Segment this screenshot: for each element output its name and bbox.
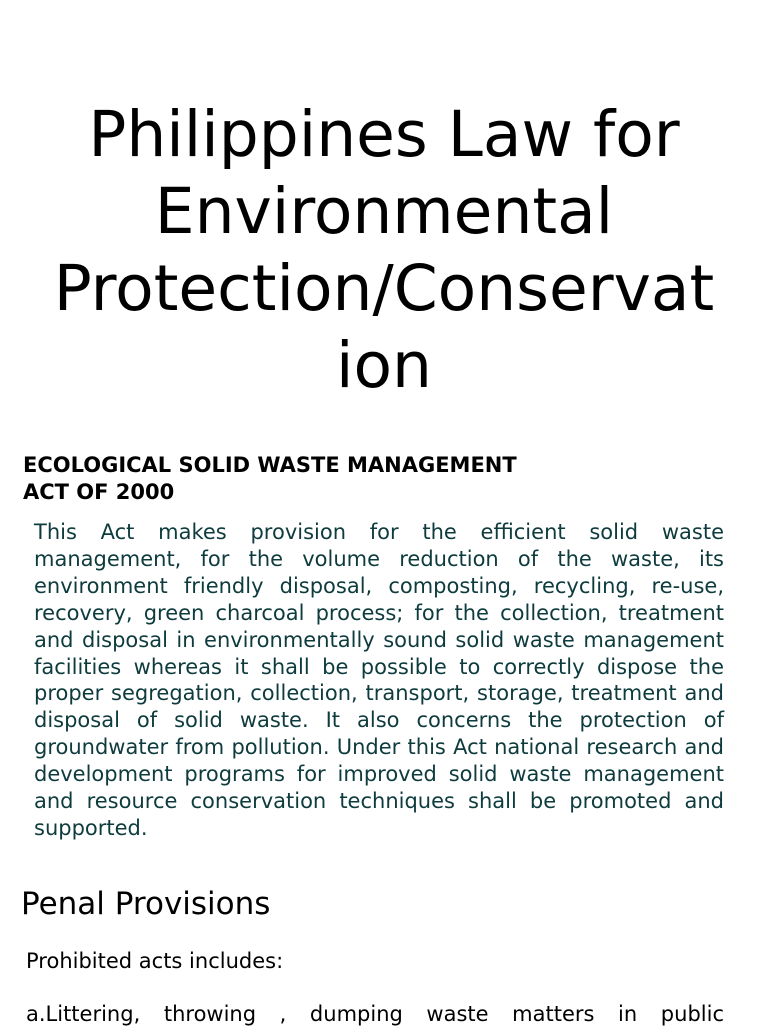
act-description: This Act makes provision for the efficient solid waste management, for the volume reduction of the waste, its environment friendly disposal, composting, recycling, re-use, recovery, green charcoal process; for the collection, treatment and disposal in environmentally sound solid waste management facilities whereas it shall be possible to correctly dispose the proper segregation, collection, transport, storage, treatment and disposal of solid waste. It also concerns the protection of groundwater from pollution. Under this Act national research and development programs for improved solid waste management and resource conservation techniques shall be promoted and supported. xyxy=(34,520,724,840)
act-heading xyxy=(23,452,583,506)
act-heading-line: ACT OF 2000 xyxy=(23,480,175,504)
title-line: ion xyxy=(336,329,432,402)
penal-provisions-heading: Penal Provisions xyxy=(21,886,271,922)
title-line: Environmental xyxy=(154,175,614,248)
act-heading-line: ECOLOGICAL SOLID WASTE MANAGEMENT xyxy=(23,453,517,477)
prohibited-act-item: a.Littering, throwing , dumping waste matters in public xyxy=(26,1002,724,1026)
title-line: Protection/Conservat xyxy=(53,252,715,325)
title-line: Philippines Law for xyxy=(88,98,680,171)
prohibited-acts-intro: Prohibited acts includes: xyxy=(26,949,284,973)
document-title xyxy=(0,96,768,404)
